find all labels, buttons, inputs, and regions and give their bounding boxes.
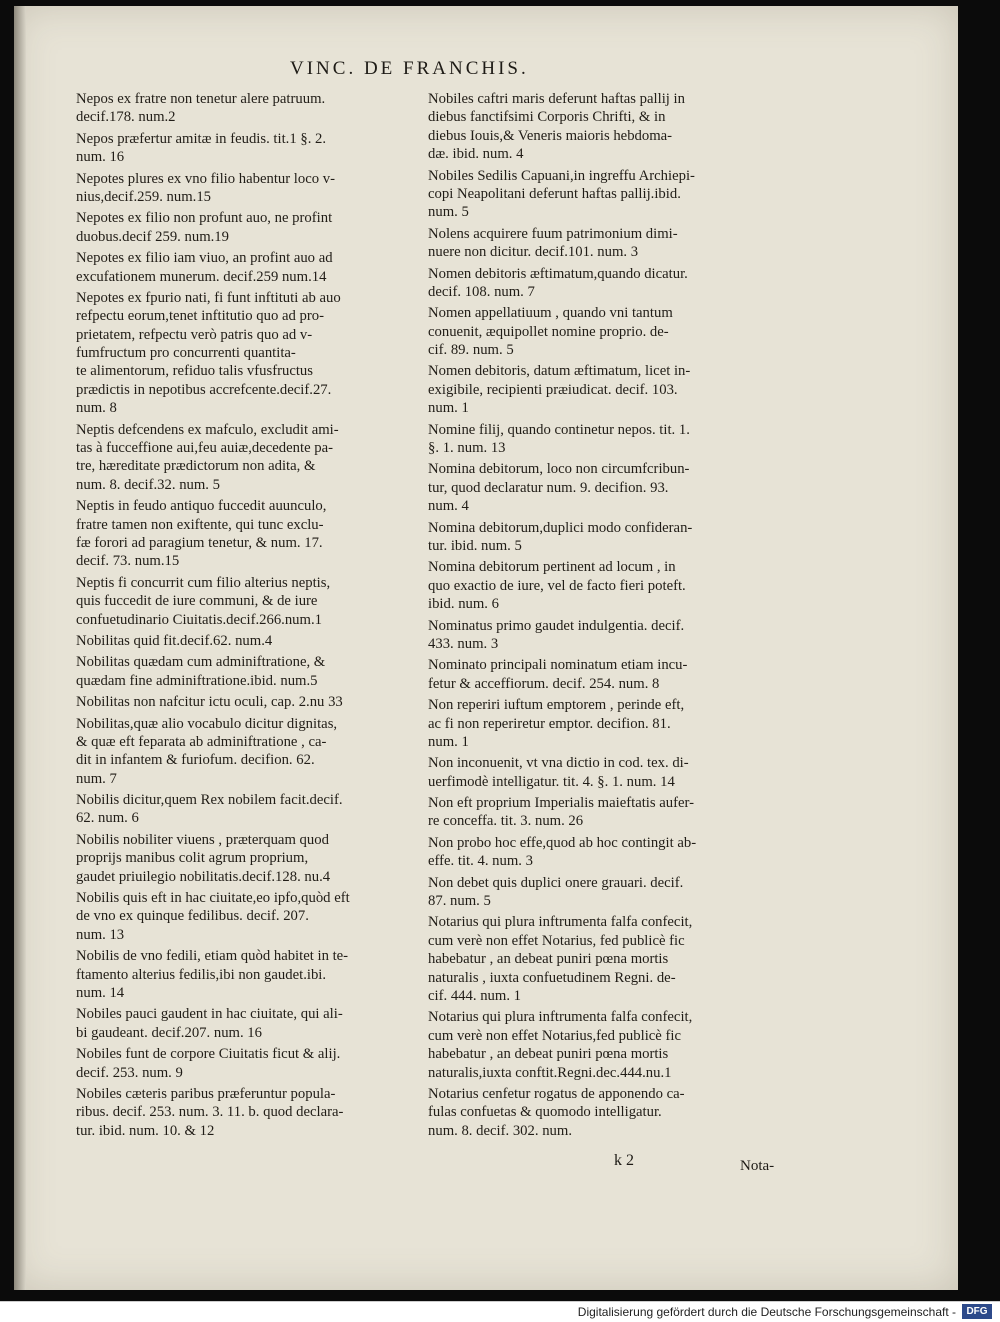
index-entry [428, 1008, 780, 1082]
entry-line: tur. ibid. num. 5 [428, 537, 522, 554]
entry-line: Non probo hoc effe,quod ab hoc contingit ab- [428, 834, 697, 851]
entry-line: Nolens acquirere fuum patrimonium dimi- [428, 225, 678, 242]
index-entry [76, 791, 416, 828]
entry-line: habebatur , an debeat puniri pœna mortis [428, 1046, 669, 1063]
entry-line: num. 7 [76, 770, 117, 787]
entry-line: duobus.decif 259. num.19 [76, 228, 229, 245]
index-column-right [428, 90, 780, 1143]
entry-line: Nepotes plures ex vno filio habentur loco v- [76, 170, 336, 187]
entry-line: gaudet priuilegio nobilitatis.decif.128. nu.4 [76, 868, 331, 885]
entry-line: Nepotes ex fpurio nati, fi funt inftituti ab auo [76, 289, 341, 306]
entry-line: Nobiles Sedilis Capuani,in ingreffu Archiepi- [428, 167, 695, 184]
entry-line: num. 8 [76, 400, 117, 417]
index-entry [428, 1085, 780, 1140]
dfg-logo: DFG [962, 1304, 992, 1319]
entry-line: Nobilitas non nafcitur ictu oculi, cap. 2.nu 33 [76, 694, 343, 711]
index-entry [428, 167, 780, 222]
entry-line: §. 1. num. 13 [428, 440, 506, 457]
index-entry [428, 558, 780, 613]
index-column-left [76, 90, 416, 1143]
index-entry [76, 289, 416, 418]
entry-line: fratre tamen non exiftente, qui tunc exclu- [76, 516, 324, 533]
entry-line: bi gaudeant. decif.207. num. 16 [76, 1024, 262, 1041]
entry-line: Nepos præfertur amitæ in feudis. tit.1 §. 2. [76, 130, 327, 147]
index-entry [428, 794, 780, 831]
index-entry [428, 617, 780, 654]
entry-line: Nomina debitorum,duplici modo confideran- [428, 519, 693, 536]
entry-line: confuetudinario Ciuitatis.decif.266.num.1 [76, 611, 322, 628]
index-entry [428, 304, 780, 359]
entry-line: Nobilitas,quæ alio vocabulo dicitur dignitas, [76, 715, 338, 732]
entry-line: fæ forori ad paragium tenetur, & num. 17. [76, 534, 323, 551]
entry-line: Neptis fi concurrit cum filio alterius neptis, [76, 574, 331, 591]
entry-line: te alimentorum, refiduo talis vfusfructus [76, 363, 313, 380]
entry-line: conuenit, æquipollet nomine proprio. de- [428, 323, 669, 340]
entry-line: 87. num. 5 [428, 893, 491, 910]
entry-line: Nobilis quis eft in hac ciuitate,eo ipfo,quòd eft [76, 890, 350, 907]
entry-line: fetur & acceffiorum. decif. 254. num. 8 [428, 675, 660, 692]
index-entry [76, 209, 416, 246]
entry-line: Non reperiri iuftum emptorem , perinde eft, [428, 697, 685, 714]
entry-line: copi Neapolitani deferunt haftas pallij.ibid. [428, 185, 681, 202]
index-entry [76, 1085, 416, 1140]
entry-line: habebatur , an debeat puniri pœna mortis [428, 951, 669, 968]
footer-credit: Digitalisierung gefördert durch die Deutsche Forschungsgemeinschaft - [577, 1305, 956, 1319]
entry-line: Non inconuenit, vt vna dictio in cod. tex. di- [428, 755, 689, 772]
entry-line: Nepotes ex filio non profunt auo, ne profint [76, 210, 333, 227]
entry-line: diebus fanctifsimi Corporis Chrifti, & in [428, 109, 666, 126]
index-entry [428, 90, 780, 164]
index-entry [76, 632, 416, 650]
entry-line: decif. 253. num. 9 [76, 1064, 183, 1081]
index-entry [428, 519, 780, 556]
entry-line: Neptis defcendens ex mafculo, excludit ami- [76, 421, 339, 438]
entry-line: tas à fucceffione aui,feu auiæ,decedente pa- [76, 440, 334, 457]
index-entry [428, 696, 780, 751]
entry-line: naturalis,iuxta conftit.Regni.dec.444.nu.1 [428, 1064, 672, 1081]
index-entry [76, 831, 416, 886]
entry-line: uerfimodè intelligatur. tit. 4. §. 1. num. 14 [428, 773, 675, 790]
index-entry [76, 947, 416, 1002]
entry-line: effe. tit. 4. num. 3 [428, 853, 533, 870]
entry-line: exigibile, recipienti præiudicat. decif. 103. [428, 381, 678, 398]
entry-line: Nomina debitorum pertinent ad locum , in [428, 559, 676, 576]
entry-line: cum verè non effet Notarius,fed publicè fic [428, 1027, 681, 1044]
entry-line: Nobilis dicitur,quem Rex nobilem facit.decif. [76, 792, 343, 809]
entry-line: dit in infantem & furiofum. decifion. 62. [76, 752, 315, 769]
index-entry [76, 889, 416, 944]
signature-mark: k 2 [614, 1152, 634, 1169]
entry-line: num. 16 [76, 149, 125, 166]
index-entry [428, 421, 780, 458]
entry-line: quædam fine adminiftratione.ibid. num.5 [76, 672, 318, 689]
entry-line: tur, quod declaratur num. 9. decifion. 93. [428, 479, 669, 496]
digitization-footer [0, 1301, 1000, 1322]
entry-line: quis fuccedit de iure communi, & de iure [76, 593, 318, 610]
entry-line: 433. num. 3 [428, 635, 499, 652]
index-entry [76, 421, 416, 495]
entry-line: num. 4 [428, 498, 469, 515]
entry-line: Nobilis nobiliter viuens , præterquam quod [76, 831, 329, 848]
index-entry [428, 874, 780, 911]
entry-line: nius,decif.259. num.15 [76, 188, 212, 205]
entry-line: num. 8. decif. 302. num. [428, 1122, 572, 1139]
catchword: Nota- [740, 1158, 775, 1174]
entry-line: Neptis in feudo antiquo fuccedit auunculo, [76, 498, 327, 515]
page-gutter [14, 6, 26, 1290]
entry-line: Non eft proprium Imperialis maieftatis aufer- [428, 795, 695, 812]
entry-line: ribus. decif. 253. num. 3. 11. b. quod declara- [76, 1104, 344, 1121]
entry-line: cif. 444. num. 1 [428, 987, 522, 1004]
entry-line: Nominatus primo gaudet indulgentia. decif. [428, 617, 685, 634]
entry-line: Non debet quis duplici onere grauari. decif. [428, 874, 684, 891]
entry-line: tre, hæreditate prædictorum non adita, & [76, 458, 316, 475]
entry-line: diebus Iouis,& Veneris maioris hebdoma- [428, 127, 673, 144]
entry-line: fulas confuetas & quomodo intelligatur. [428, 1104, 662, 1121]
entry-line: num. 13 [76, 926, 125, 943]
entry-line: decif. 73. num.15 [76, 553, 180, 570]
entry-line: num. 1 [428, 400, 469, 417]
entry-line: tur. ibid. num. 10. & 12 [76, 1122, 215, 1139]
index-entry [428, 265, 780, 302]
entry-line: & quæ eft feparata ab adminiftratione , ca- [76, 733, 327, 750]
entry-line: ibid. num. 6 [428, 596, 499, 613]
index-entry [76, 693, 416, 711]
entry-line: decif.178. num.2 [76, 109, 176, 126]
entry-line: num. 1 [428, 733, 469, 750]
index-entry [76, 574, 416, 629]
entry-line: Nobiles caftri maris deferunt haftas pallij in [428, 91, 685, 107]
entry-line: excufationem munerum. decif.259 num.14 [76, 268, 327, 285]
index-entry [76, 90, 416, 127]
entry-line: ftamento alterius fedilis,ibi non gaudet.ibi. [76, 966, 327, 983]
index-entry [76, 170, 416, 207]
index-entry [428, 225, 780, 262]
entry-line: de vno ex quinque fedilibus. decif. 207. [76, 908, 309, 925]
entry-line: Nobiles pauci gaudent in hac ciuitate, qui ali- [76, 1006, 343, 1023]
entry-line: dæ. ibid. num. 4 [428, 146, 524, 163]
entry-line: Nomen debitoris æftimatum,quando dicatur. [428, 265, 688, 282]
entry-line: Notarius cenfetur rogatus de apponendo ca- [428, 1085, 685, 1102]
entry-line: Nomina debitorum, loco non circumfcribun- [428, 461, 690, 478]
index-entry [76, 653, 416, 690]
index-entry [76, 497, 416, 571]
entry-line: Nobilis de vno fedili, etiam quòd habitet in te- [76, 948, 349, 965]
entry-line: prædictis in nepotibus accrefcente.decif.27. [76, 381, 332, 398]
entry-line: Nobilitas quædam cum adminiftratione, & [76, 654, 326, 671]
entry-line: 62. num. 6 [76, 810, 139, 827]
entry-line: Nomine filij, quando continetur nepos. tit. 1. [428, 421, 690, 438]
index-entry [428, 362, 780, 417]
entry-line: Notarius qui plura inftrumenta falfa confecit, [428, 914, 693, 931]
entry-line: proprijs manibus colit agrum proprium, [76, 850, 309, 867]
index-entry [76, 1045, 416, 1082]
entry-line: naturalis , iuxta confuetudinem Regni. de- [428, 969, 676, 986]
entry-line: quo exactio de iure, vel de facto fieri poteft. [428, 577, 686, 594]
entry-line: ac fi non reperiretur emptor. decifion. 81. [428, 715, 671, 732]
entry-line: decif. 108. num. 7 [428, 283, 535, 300]
entry-line: Nominato principali nominatum etiam incu- [428, 657, 688, 674]
entry-line: Nepos ex fratre non tenetur alere patruum. [76, 91, 326, 107]
entry-line: Nobiles funt de corpore Ciuitatis ficut & alij. [76, 1046, 341, 1063]
entry-line: cum verè non effet Notarius, fed publicè fic [428, 932, 685, 949]
index-entry [428, 656, 780, 693]
index-entry [428, 754, 780, 791]
entry-line: fumfructum pro concurrenti quantita- [76, 345, 296, 362]
entry-line: Nepotes ex filio iam viuo, an profint auo ad [76, 250, 333, 267]
entry-line: prietatem, refpectu verò patris quo ad v- [76, 326, 313, 343]
index-entry [428, 913, 780, 1005]
entry-line: num. 8. decif.32. num. 5 [76, 476, 220, 493]
entry-line: refpectu eorum,tenet inftitutio quo ad pro- [76, 308, 324, 325]
entry-line: Nomen appellatiuum , quando vni tantum [428, 305, 673, 322]
entry-line: cif. 89. num. 5 [428, 342, 514, 359]
entry-line: Nobilitas quid fit.decif.62. num.4 [76, 632, 273, 649]
index-entry [76, 1005, 416, 1042]
index-entry [76, 130, 416, 167]
entry-line: re conceffa. tit. 3. num. 26 [428, 813, 584, 830]
index-entry [428, 834, 780, 871]
entry-line: nuere non dicitur. decif.101. num. 3 [428, 244, 639, 261]
entry-line: num. 14 [76, 984, 125, 1001]
index-entry [428, 460, 780, 515]
index-entry [76, 715, 416, 789]
index-entry [76, 249, 416, 286]
entry-line: num. 5 [428, 204, 469, 221]
running-head: VINC. DE FRANCHIS. [290, 58, 529, 79]
entry-line: Notarius qui plura inftrumenta falfa confecit, [428, 1009, 693, 1026]
entry-line: Nomen debitoris, datum æftimatum, licet in- [428, 363, 691, 380]
entry-line: Nobiles cæteris paribus præferuntur popula- [76, 1085, 336, 1102]
